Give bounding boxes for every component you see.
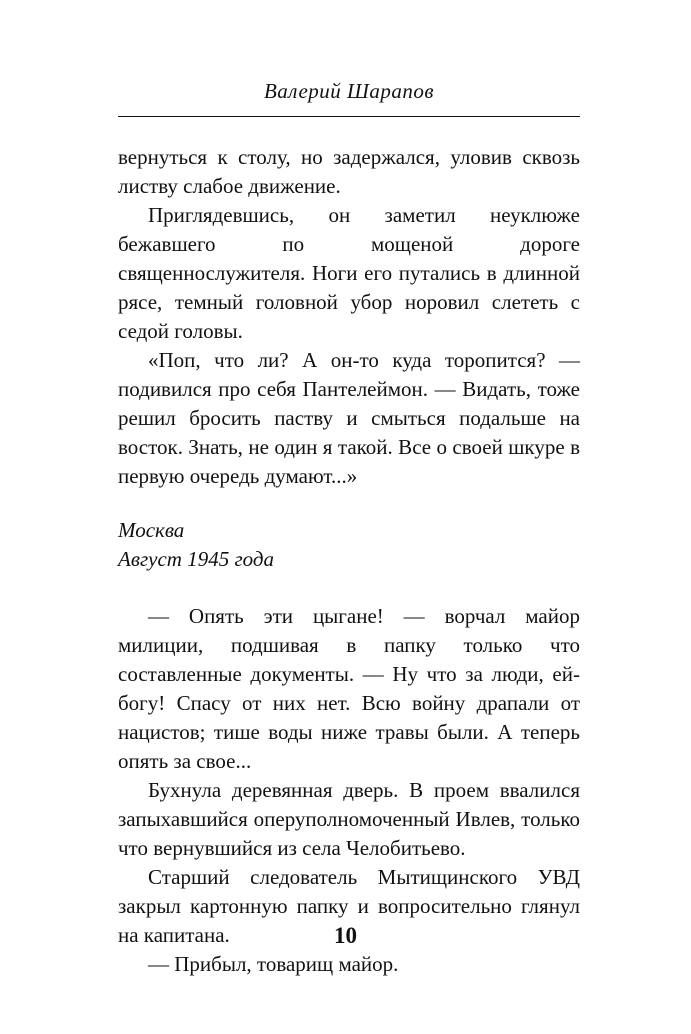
header-rule — [118, 116, 580, 117]
paragraph: вернуться к столу, но задержался, уловив сквозь листву слабое движение. — [118, 145, 580, 198]
section-heading-place: Москва — [118, 518, 185, 542]
paragraph: Бухнула деревянная дверь. В проем ввалился запыхавшийся оперуполномоченный Ивлев, только что вернувшийся из села Челобитьево. — [118, 778, 580, 860]
section-spacer — [118, 574, 580, 602]
paragraph: — Опять эти цыгане! — ворчал майор милиции, подшивая в папку только что составленные документы. — Ну что за люди, ей-богу! Спасу от них нет. Всю войну драпали от нацистов; тише воды ниже травы были. А теперь опять за свое... — [118, 604, 580, 773]
paragraph: Старший следователь Мытищинского УВД закрыл картонную папку и вопросительно глянул на капитана. — [118, 865, 580, 947]
section-heading-date: Август 1945 года — [118, 547, 274, 571]
body-text — [118, 143, 580, 979]
paragraph: Приглядевшись, он заметил неуклюже бежавшего по мощеной дороге священнослужителя. Ноги его путались в длинной рясе, темный головной убор норовил слететь с седой головы. — [118, 203, 580, 343]
running-header: Валерий Шарапов — [263, 79, 435, 103]
section-spacer — [118, 491, 580, 516]
paragraph: «Поп, что ли? А он-то куда торопится? — подивился про себя Пантелеймон. — Видать, тоже решил бросить паству и смыться подальше на восток. Знать, не один я такой. Все о своей шкуре в первую очередь думают...» — [118, 348, 580, 488]
page-number: 10 — [334, 923, 357, 948]
paragraph: — Прибыл, товарищ майор. — [148, 952, 399, 976]
